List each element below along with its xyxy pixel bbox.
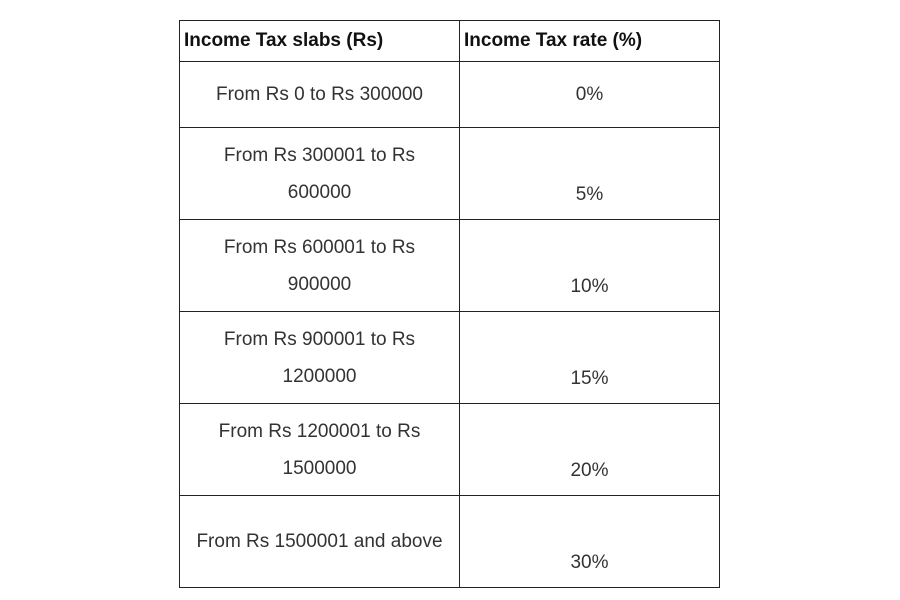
slab-cell: From Rs 900001 to Rs 1200000 [180,312,460,404]
slab-cell: From Rs 600001 to Rs 900000 [180,220,460,312]
header-income-tax-rate: Income Tax rate (%) [460,21,720,62]
slab-cell: From Rs 300001 to Rs 600000 [180,128,460,220]
rate-cell: 20% [460,404,720,496]
table-row [180,128,720,220]
rate-cell: 0% [460,62,720,128]
table-row [180,220,720,312]
table-row [180,62,720,128]
slab-cell: From Rs 1500001 and above [180,496,460,588]
rate-cell: 10% [460,220,720,312]
slab-cell: From Rs 1200001 to Rs 1500000 [180,404,460,496]
rate-cell: 15% [460,312,720,404]
table-header [180,21,720,62]
table-row [180,312,720,404]
rate-cell: 30% [460,496,720,588]
header-row [180,21,720,62]
income-tax-table [179,20,720,588]
table-row [180,404,720,496]
table-row [180,496,720,588]
header-income-tax-slabs: Income Tax slabs (Rs) [180,21,460,62]
slab-cell: From Rs 0 to Rs 300000 [180,62,460,128]
rate-cell: 5% [460,128,720,220]
table-body [180,62,720,588]
